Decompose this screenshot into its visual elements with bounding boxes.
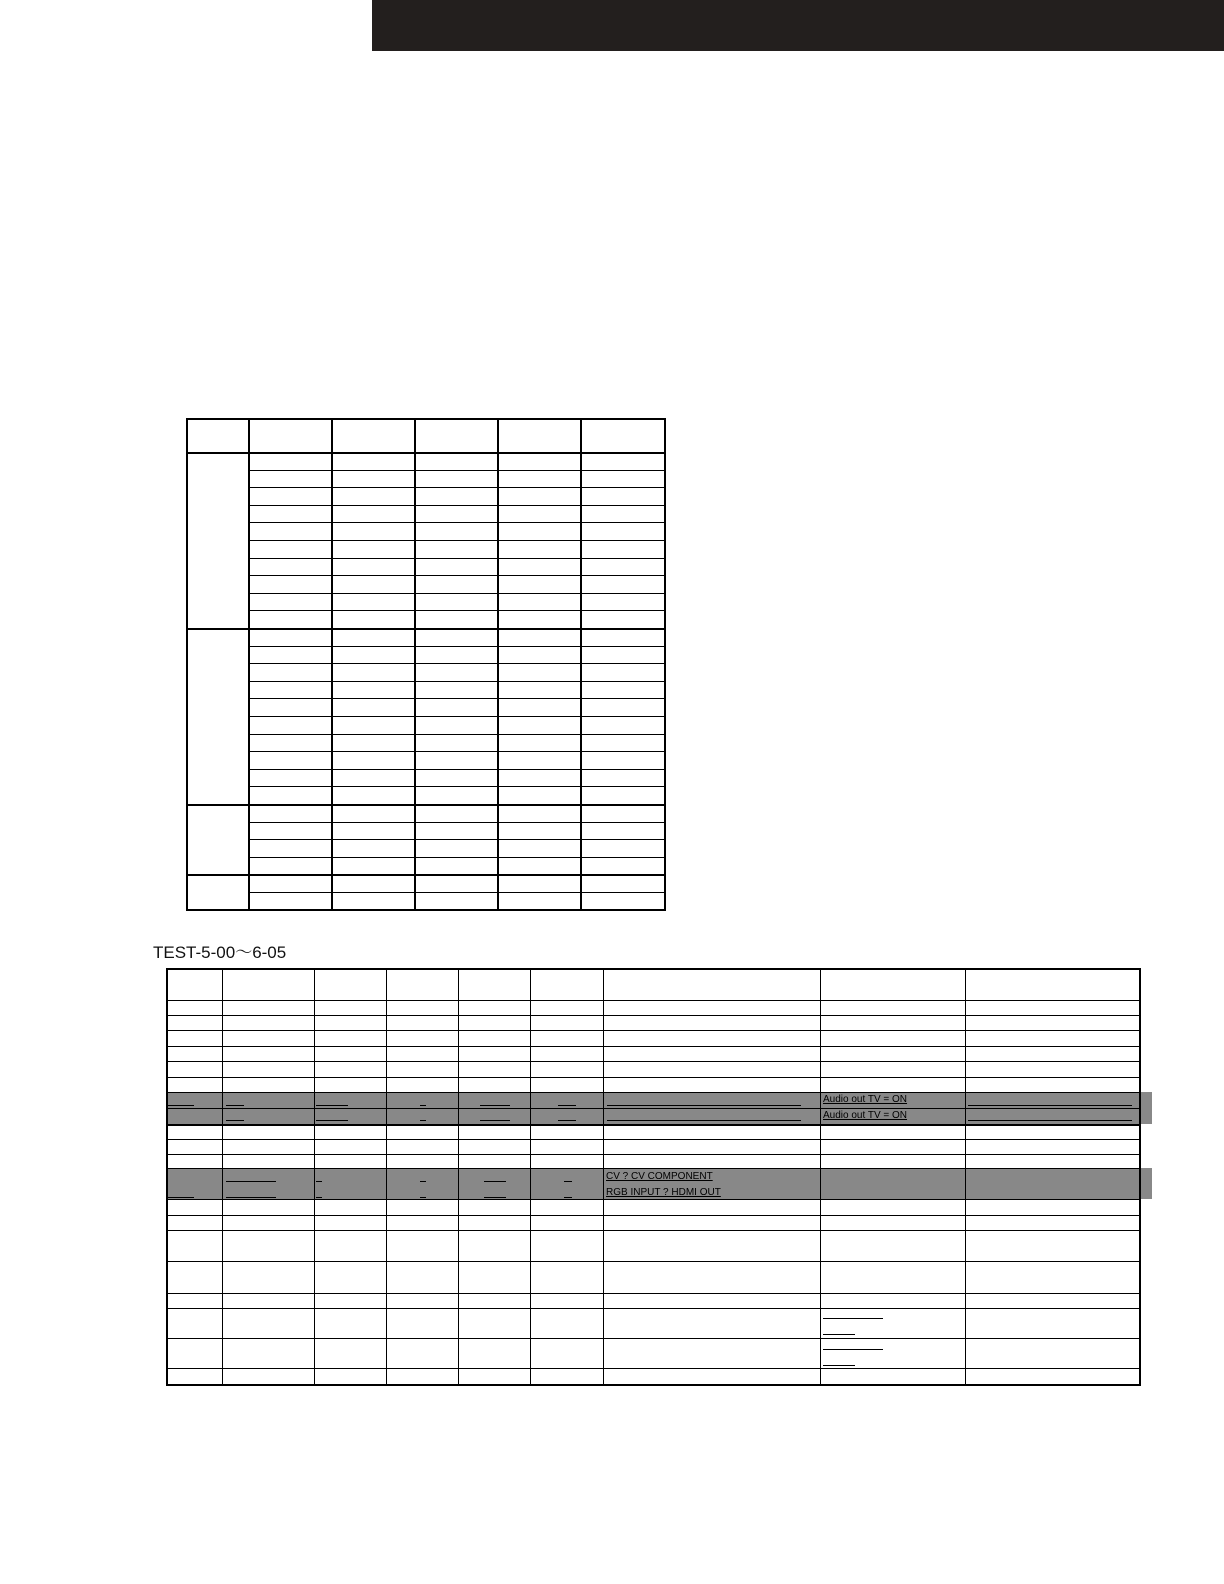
underline-mark: [823, 1318, 883, 1319]
test-grid-table: [166, 968, 1152, 1386]
grid-line: [166, 1092, 1141, 1093]
grid-line: [166, 1061, 1141, 1062]
grid-line: [497, 418, 499, 911]
grid-line: [248, 716, 666, 717]
grid-line: [248, 892, 666, 893]
underline-mark: [420, 1120, 426, 1121]
grid-line: [186, 804, 666, 806]
underline-mark: [420, 1181, 426, 1182]
underline-mark: [484, 1197, 506, 1198]
audio-out-note: Audio out TV = ON: [823, 1110, 908, 1121]
signal-path-note: RGB INPUT ? HDMI OUT: [606, 1187, 721, 1198]
grid-line: [166, 1368, 1141, 1369]
grid-line: [248, 487, 666, 488]
grid-line: [248, 593, 666, 594]
grid-line: [166, 968, 1141, 970]
grid-line: [186, 874, 666, 876]
grid-line: [166, 1030, 1141, 1031]
grid-line: [166, 1077, 1141, 1078]
grid-line: [248, 751, 666, 752]
underline-mark: [226, 1181, 276, 1182]
grid-line: [248, 610, 666, 611]
underline-mark: [480, 1120, 510, 1121]
grid-line: [580, 418, 582, 911]
grid-line: [248, 769, 666, 770]
underline-mark: [168, 1105, 194, 1106]
audio-out-note: Audio out TV = ON: [823, 1094, 908, 1105]
underline-mark: [316, 1120, 348, 1121]
underline-mark: [564, 1181, 572, 1182]
grid-line: [248, 734, 666, 735]
grid-line: [166, 1384, 1141, 1386]
grid-line: [414, 418, 416, 911]
grid-line: [248, 522, 666, 523]
grid-line: [166, 1015, 1141, 1016]
grid-line: [248, 681, 666, 682]
grid-line: [248, 505, 666, 506]
grid-line: [166, 1124, 1141, 1126]
grid-line: [248, 698, 666, 699]
grid-line: [248, 540, 666, 541]
grid-line: [664, 418, 666, 911]
grid-line: [166, 1338, 1141, 1339]
grid-line: [166, 1000, 1141, 1001]
table-caption: TEST-5-00〜6-05: [153, 943, 287, 962]
grid-line: [248, 857, 666, 858]
underline-mark: [968, 1120, 1132, 1121]
underline-mark: [968, 1105, 1132, 1106]
grid-line: [248, 470, 666, 471]
grid-line: [166, 1293, 1141, 1294]
grid-line: [331, 418, 333, 911]
underline-mark: [558, 1120, 576, 1121]
grid-line: [248, 452, 666, 453]
grid-line: [248, 558, 666, 559]
grid-line: [248, 418, 250, 911]
underline-mark: [226, 1197, 276, 1198]
grid-line: [166, 1139, 1141, 1140]
underline-mark: [168, 1197, 194, 1198]
setting-grid-table: [186, 418, 666, 911]
grid-line: [166, 1168, 1141, 1169]
underline-mark: [823, 1334, 855, 1335]
grid-line: [248, 786, 666, 787]
underline-mark: [484, 1181, 506, 1182]
underline-mark: [226, 1120, 244, 1121]
grid-line: [248, 822, 666, 823]
underline-mark: [480, 1105, 510, 1106]
underline-mark: [226, 1105, 244, 1106]
grid-line: [166, 1230, 1141, 1231]
underline-mark: [558, 1105, 576, 1106]
underline-mark: [823, 1365, 855, 1366]
grid-line: [248, 839, 666, 840]
underline-mark: [420, 1197, 426, 1198]
grid-line: [186, 628, 666, 630]
grid-line: [248, 663, 666, 664]
underline-mark: [316, 1181, 322, 1182]
grid-line: [166, 1046, 1141, 1047]
underline-mark: [564, 1197, 572, 1198]
signal-path-note: CV ? CV COMPONENT: [606, 1171, 713, 1182]
grid-line: [166, 1215, 1141, 1216]
underline-mark: [823, 1349, 883, 1350]
underline-mark: [316, 1105, 348, 1106]
underline-mark: [420, 1105, 426, 1106]
grid-line: [248, 646, 666, 647]
grid-line: [166, 1154, 1141, 1155]
grid-line: [166, 1261, 1141, 1262]
underline-mark: [607, 1105, 801, 1106]
grid-line: [186, 418, 666, 420]
underline-mark: [316, 1197, 322, 1198]
grid-line: [166, 1108, 1141, 1109]
grid-line: [166, 1199, 1141, 1200]
grid-line: [166, 1308, 1141, 1309]
grid-line: [186, 909, 666, 911]
grid-line: [186, 418, 188, 911]
underline-mark: [607, 1120, 801, 1121]
header-bar: [372, 0, 1224, 51]
grid-line: [248, 575, 666, 576]
